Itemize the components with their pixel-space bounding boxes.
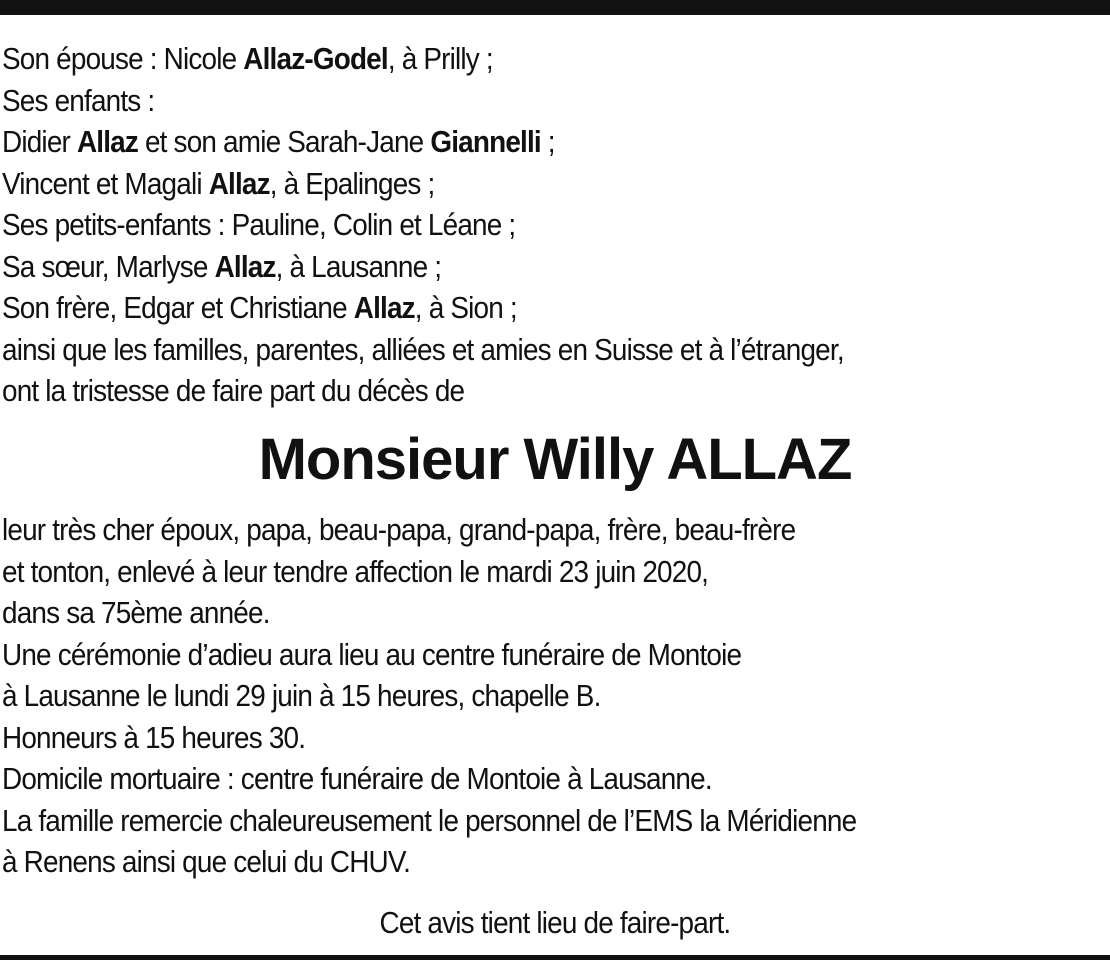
body-line: Honneurs à 15 heures 30. [2,719,306,755]
body-line: La famille remercie chaleureusement le personnel de l’EMS la Méridienne [2,802,857,838]
body-line: et tonton, enlevé à leur tendre affection le mardi 23 juin 2020, [2,553,709,589]
body-line: Domicile mortuaire : centre funéraire de Montoie à Lausanne. [2,761,712,796]
bottom-rule [0,955,1110,960]
family-line-sister: Sa sœur, Marlyse Allaz, à Lausanne ; [2,248,442,284]
family-line-child-didier: Didier Allaz et son amie Sarah-Jane Giannelli ; [2,124,555,159]
family-line-extended: ainsi que les familles, parentes, alliées et amies en Suisse et à l’étranger, [2,331,844,367]
family-line-grandchildren: Ses petits-enfants : Pauline, Colin et Léane ; [2,207,516,242]
body-line: Une cérémonie d’adieu aura lieu au centre funéraire de Montoie [2,636,742,672]
family-line-brother: Son frère, Edgar et Christiane Allaz, à Sion ; [2,290,517,325]
family-list [2,38,1108,412]
deceased-name: Monsieur Willy ALLAZ [258,427,852,492]
family-line-children-heading: Ses enfants : [2,82,155,118]
family-line-announcement: ont la tristesse de faire part du décès de [2,373,465,408]
top-rule [0,0,1110,15]
body-line: leur très cher époux, papa, beau-papa, grand-papa, frère, beau-frère [2,512,796,547]
notice-body [2,509,1108,883]
body-line: à Renens ainsi que celui du CHUV. [2,844,411,879]
family-line-child-vincent: Vincent et Magali Allaz, à Epalinges ; [2,165,435,201]
closing-note: Cet avis tient lieu de faire-part. [379,905,731,940]
family-line-spouse: Son épouse : Nicole Allaz-Godel, à Prilly ; [2,41,493,76]
body-line: à Lausanne le lundi 29 juin à 15 heures, chapelle B. [2,678,601,713]
body-line: dans sa 75ème année. [2,595,270,630]
